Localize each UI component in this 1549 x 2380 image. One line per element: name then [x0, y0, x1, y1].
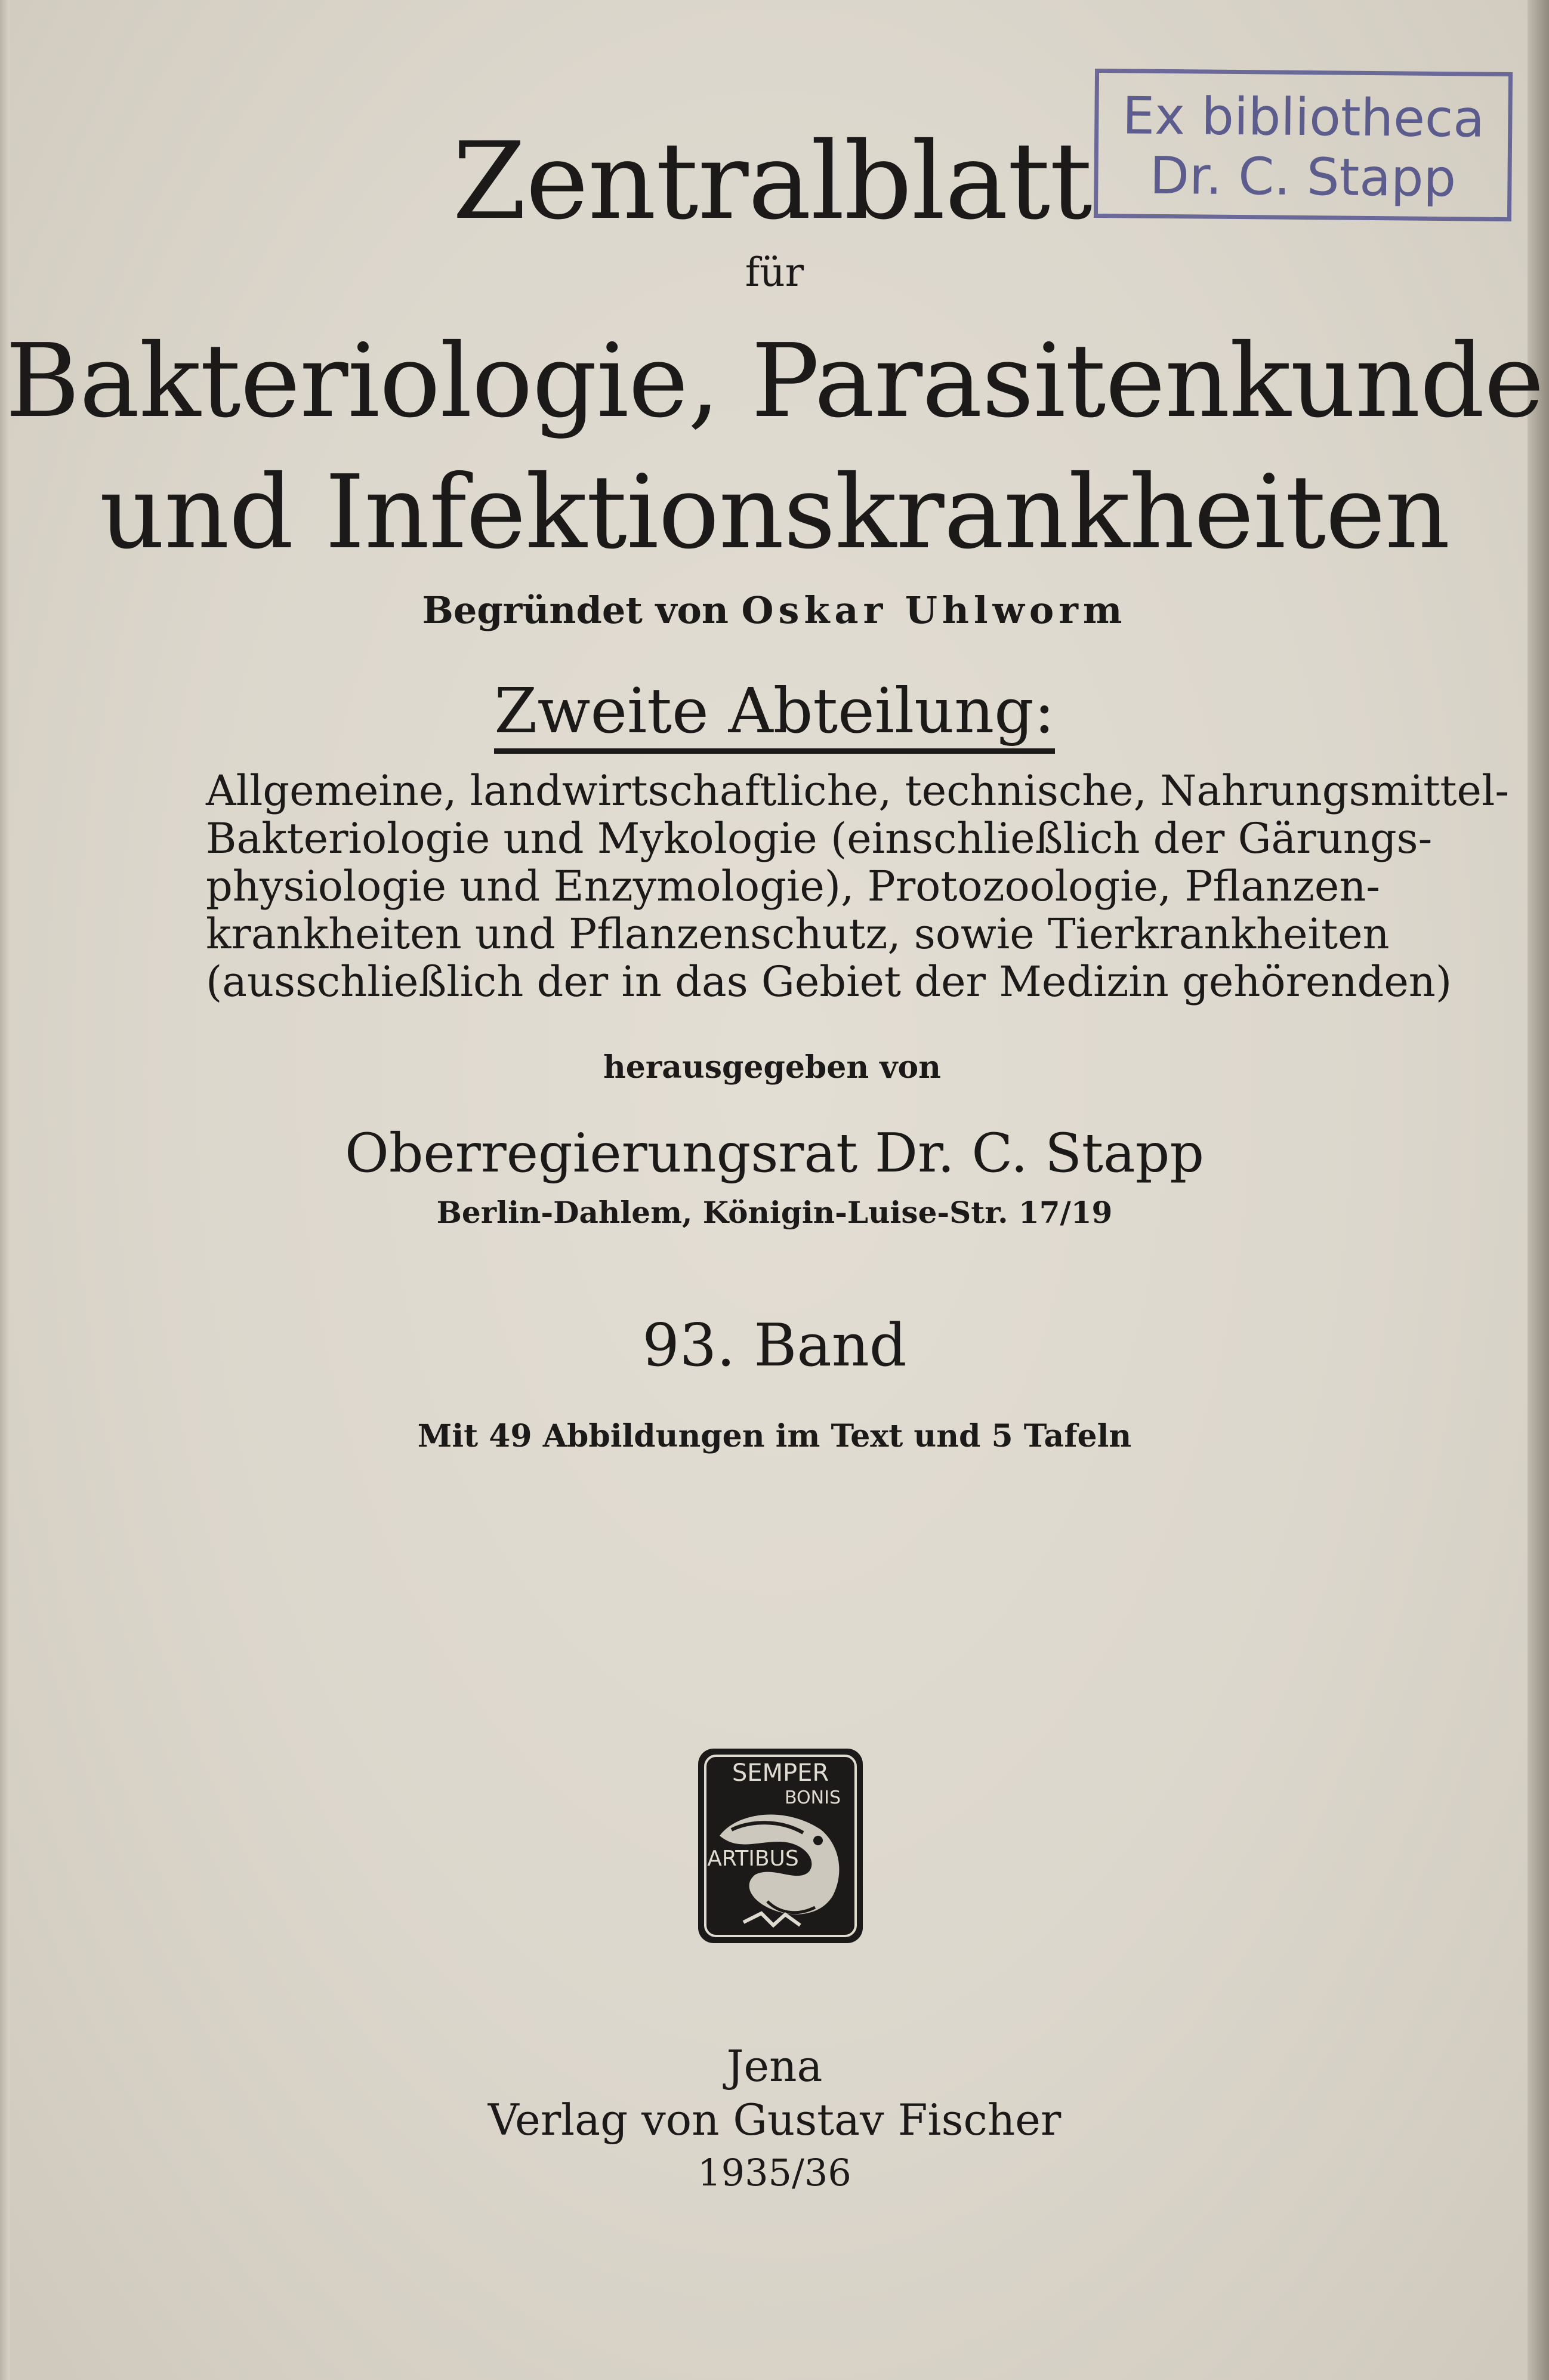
founder-name: Oskar Uhlworm	[741, 588, 1127, 632]
imprint-publisher: Verlag von Gustav Fischer	[487, 2095, 1062, 2145]
illustration-note: Mit 49 Abbildungen im Text und 5 Tafeln	[417, 1418, 1132, 1454]
subject-line-2: und Infektionskrankheiten	[99, 454, 1450, 572]
description-line: (ausschließlich der in das Gebiet der Medizin gehörenden)	[206, 957, 1452, 1006]
description-line: Bakteriologie und Mykologie (einschließlich der Gärungs-	[206, 814, 1433, 863]
stamp-line-1: Ex bibliotheca	[1122, 86, 1485, 149]
description-line: Allgemeine, landwirtschaftliche, technische, Nahrungsmittel-	[206, 766, 1510, 815]
journal-title: Zentralblatt	[452, 119, 1092, 243]
editor-address: Berlin-Dahlem, Königin-Luise-Str. 17/19	[436, 1195, 1113, 1230]
imprint-year: 1935/36	[698, 2151, 851, 2194]
motto-line-2: BONIS	[785, 1787, 841, 1808]
subject-line-1: Bakteriologie, Parasitenkunde	[5, 322, 1544, 440]
title-connector: für	[745, 249, 804, 295]
motto-line-3: ARTIBUS	[707, 1846, 799, 1871]
motto-line-1: SEMPER	[732, 1759, 829, 1787]
stamp-line-2: Dr. C. Stapp	[1149, 146, 1457, 209]
volume-number: 93. Band	[642, 1312, 907, 1380]
section-description	[206, 766, 1510, 1006]
imprint-city: Jena	[726, 2041, 823, 2091]
description-line: physiologie und Enzymologie), Protozoologie, Pflanzen-	[206, 862, 1381, 911]
section-heading	[0, 674, 1549, 754]
editor-intro: herausgegeben von	[603, 1049, 941, 1086]
description-line: krankheiten und Pflanzenschutz, sowie Tierkrankheiten	[206, 910, 1390, 958]
section-heading-text: Zweite Abteilung:	[494, 674, 1055, 754]
editor-name: Oberregierungsrat Dr. C. Stapp	[345, 1122, 1204, 1185]
founder-prefix: Begründet von	[422, 588, 729, 632]
founder-credit	[0, 588, 1549, 632]
fish-emblem-icon	[696, 1746, 865, 1946]
